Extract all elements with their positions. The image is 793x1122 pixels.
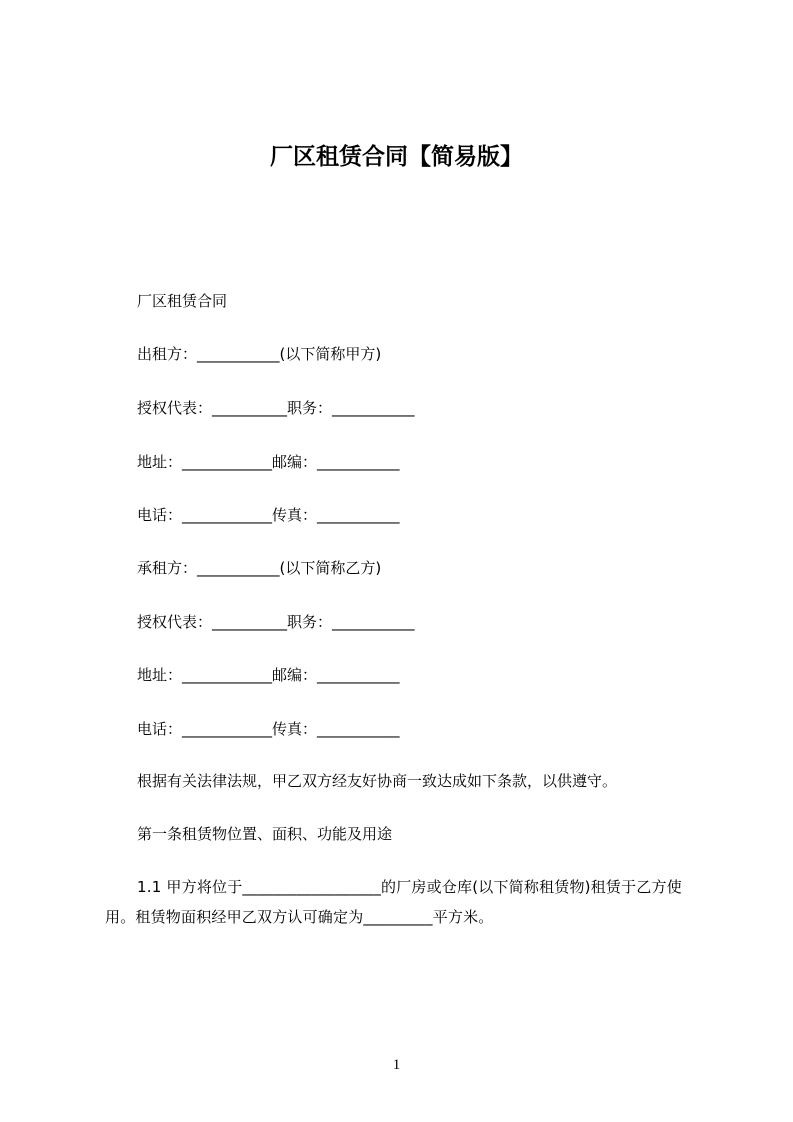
lessee-phone-line: 电话：____________传真：___________ bbox=[137, 720, 400, 738]
clause-1-1: 1.1 甲方将位于__________________的厂房或仓库(以下简称租赁物)租赁于乙方使用。租赁物面积经甲乙双方认可确定为_________平方米。 bbox=[105, 878, 682, 926]
lessee-line: 承租方：___________(以下简称乙方) bbox=[137, 559, 382, 577]
lessee-address-line: 地址：____________邮编：___________ bbox=[137, 666, 400, 684]
document-title: 厂区租赁合同【简易版】 bbox=[270, 144, 523, 170]
lessor-representative-line: 授权代表：__________职务：___________ bbox=[137, 399, 415, 417]
lessee-representative-line: 授权代表：__________职务：___________ bbox=[137, 613, 415, 631]
lessor-address-line: 地址：____________邮编：___________ bbox=[137, 453, 400, 471]
lessor-phone-line: 电话：____________传真：___________ bbox=[137, 506, 400, 524]
article-1-heading: 第一条租赁物位置、面积、功能及用途 bbox=[137, 825, 393, 843]
preamble-line: 根据有关法律法规，甲乙双方经友好协商一致达成如下条款，以供遵守。 bbox=[137, 772, 618, 790]
lessor-line: 出租方：___________(以下简称甲方) bbox=[137, 345, 382, 363]
heading-contract-name: 厂区租赁合同 bbox=[137, 292, 228, 310]
page-number: 1 bbox=[392, 1057, 401, 1073]
